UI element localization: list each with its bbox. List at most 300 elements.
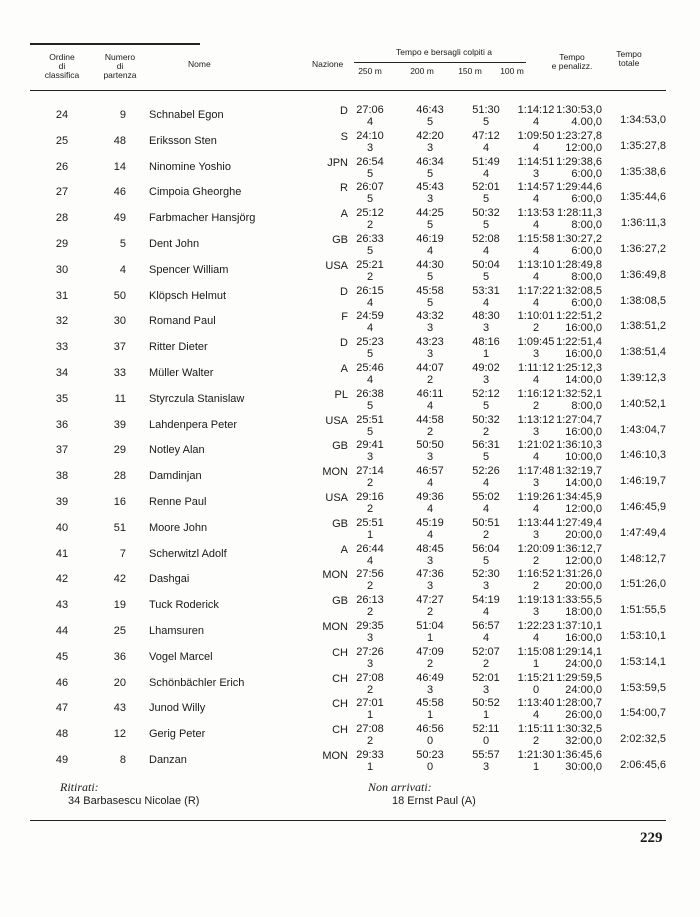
nation-cell: D [340, 285, 348, 298]
nation-cell: R [340, 182, 348, 195]
time-cell: 1:29:14,1 [556, 645, 602, 658]
penalty-cell: 6:00,0 [571, 245, 602, 257]
rank-cell: 45 [55, 650, 69, 663]
total-cell: 1:40:52,1 [620, 397, 666, 410]
split-hits-cell: 2 [366, 683, 374, 696]
split-time-cell: 1:15:21 [517, 671, 555, 684]
split-hits-cell: 0 [426, 761, 434, 773]
split-hits-cell: 5 [426, 167, 434, 180]
name-cell: Eriksson Sten [149, 134, 217, 147]
split-hits-cell: 2 [366, 735, 374, 748]
split-hits-cell: 3 [532, 528, 540, 541]
penalty-cell: 30:00,0 [565, 761, 602, 773]
split-time-cell: 24:10 [356, 129, 384, 142]
split-time-cell: 1:20:09 [517, 542, 555, 555]
split-time-cell: 1:14:12 [517, 104, 555, 116]
nation-cell: GB [332, 440, 348, 453]
penalty-cell: 24:00,0 [565, 683, 602, 696]
split-hits-cell: 5 [366, 193, 374, 206]
split-time-cell: 26:38 [356, 387, 384, 400]
bib-cell: 42 [113, 573, 126, 586]
nation-cell: MON [322, 466, 348, 479]
split-time-cell: 44:30 [416, 258, 444, 271]
nation-cell: MON [322, 569, 348, 582]
nation-cell: CH [332, 646, 348, 659]
split-hits-cell: 2 [366, 606, 374, 619]
header-rule [30, 90, 666, 91]
name-cell: Junod Willy [149, 702, 206, 715]
split-time-cell: 45:43 [416, 181, 444, 194]
time-cell: 1:28:11,3 [556, 207, 602, 220]
split-time-cell: 1:15:08 [517, 645, 555, 658]
penalty-cell: 18:00,0 [565, 606, 602, 619]
nation-cell: CH [332, 698, 348, 711]
split-time-cell: 51:49 [472, 155, 500, 168]
header-text: totale [618, 58, 640, 68]
total-cell: 1:47:49,4 [620, 526, 666, 539]
time-cell: 1:36:12,7 [556, 542, 602, 555]
split-hits-cell: 4 [482, 503, 490, 515]
rank-cell: 36 [55, 418, 69, 431]
split-time-cell: 42:20 [416, 129, 444, 142]
total-cell: 2:02:32,5 [620, 733, 666, 746]
split-time-cell: 46:43 [416, 104, 444, 116]
split-time-cell: 1:09:50 [517, 129, 555, 142]
total-cell: 1:35:38,6 [620, 165, 666, 178]
split-hits-cell: 2 [532, 322, 540, 335]
header-split: 100 m [500, 66, 524, 76]
time-cell: 1:22:51,2 [556, 310, 602, 323]
total-cell: 1:51:26,0 [620, 578, 666, 591]
total-cell: 1:53:14,1 [620, 655, 666, 668]
split-hits-cell: 3 [426, 554, 434, 567]
time-cell: 1:32:52,1 [556, 387, 602, 400]
bib-cell: 37 [113, 341, 126, 354]
nation-cell: USA [325, 492, 348, 504]
split-hits-cell: 4 [532, 245, 540, 257]
split-time-cell: 44:25 [416, 207, 444, 220]
split-time-cell: 43:23 [416, 336, 444, 349]
total-cell: 1:36:11,3 [620, 217, 666, 230]
nation-cell: GB [332, 234, 348, 246]
split-time-cell: 50:32 [472, 413, 500, 426]
split-time-cell: 49:02 [472, 362, 500, 374]
split-time-cell: 56:04 [472, 542, 500, 555]
split-time-cell: 46:56 [416, 723, 444, 736]
split-hits-cell: 4 [532, 193, 540, 206]
split-hits-cell: 2 [366, 219, 374, 232]
bib-cell: 4 [119, 263, 126, 276]
split-hits-cell: 4 [532, 503, 540, 515]
total-cell: 1:46:19,7 [620, 475, 666, 488]
split-hits-cell: 5 [482, 219, 490, 232]
rank-cell: 28 [55, 212, 69, 225]
split-time-cell: 52:01 [472, 181, 500, 194]
split-hits-cell: 4 [532, 296, 540, 309]
nation-cell: CH [332, 724, 348, 737]
split-hits-cell: 3 [426, 451, 434, 464]
header-text: Ordine [49, 52, 75, 62]
total-cell: 1:39:12,3 [620, 372, 666, 384]
name-cell: Spencer William [149, 263, 229, 276]
split-hits-cell: 5 [366, 399, 374, 412]
penalty-cell: 12:00,0 [565, 554, 602, 567]
split-hits-cell: 5 [482, 451, 490, 464]
split-time-cell: 26:54 [356, 155, 384, 168]
penalty-cell: 32:00,0 [565, 735, 602, 748]
split-time-cell: 56:31 [472, 439, 500, 452]
nation-cell: JPN [327, 156, 348, 169]
nation-cell: S [340, 130, 348, 143]
split-hits-cell: 5 [482, 193, 490, 206]
header-name: Nome [188, 59, 211, 69]
split-time-cell: 29:33 [356, 749, 384, 761]
split-hits-cell: 3 [532, 348, 540, 361]
split-hits-cell: 5 [366, 348, 374, 361]
split-hits-cell: 2 [426, 374, 434, 386]
nation-cell: A [340, 208, 348, 221]
header-nation: Nazione [312, 59, 344, 69]
name-cell: Gerig Peter [149, 728, 206, 741]
bib-cell: 16 [113, 496, 126, 508]
split-time-cell: 1:15:58 [517, 233, 555, 245]
split-hits-cell: 3 [366, 632, 374, 644]
split-hits-cell: 2 [482, 528, 490, 541]
split-hits-cell: 2 [366, 580, 374, 593]
split-time-cell: 1:21:30 [517, 749, 555, 761]
split-hits-cell: 3 [482, 580, 490, 593]
name-cell: Vogel Marcel [149, 650, 213, 663]
split-hits-cell: 2 [366, 503, 374, 515]
split-time-cell: 26:15 [356, 284, 384, 297]
split-hits-cell: 1 [366, 761, 374, 773]
rank-cell: 44 [55, 625, 69, 637]
split-hits-cell: 5 [482, 399, 490, 412]
split-hits-cell: 2 [532, 735, 540, 748]
split-hits-cell: 4 [532, 219, 540, 232]
rank-cell: 27 [55, 186, 69, 199]
split-hits-cell: 4 [532, 116, 540, 128]
split-hits-cell: 4 [366, 322, 374, 335]
nation-cell: GB [332, 595, 348, 608]
name-cell: Cimpoia Gheorghe [149, 186, 242, 199]
name-cell: Renne Paul [149, 496, 207, 508]
split-hits-cell: 5 [482, 116, 490, 128]
nation-cell: GB [332, 517, 348, 530]
penalty-cell: 16:00,0 [565, 632, 602, 644]
split-hits-cell: 4 [426, 399, 434, 412]
header-text: di [58, 61, 66, 71]
penalty-cell: 16:00,0 [565, 425, 602, 438]
time-cell: 1:30:32,5 [556, 723, 602, 736]
name-cell: Dashgai [149, 573, 190, 586]
splits-rule [354, 62, 526, 63]
penalty-cell: 8:00,0 [571, 219, 602, 232]
header-split: 150 m [458, 66, 482, 76]
split-hits-cell: 5 [366, 425, 374, 438]
split-hits-cell: 5 [366, 167, 374, 180]
rank-cell: 37 [55, 444, 69, 457]
split-time-cell: 52:12 [472, 387, 500, 400]
bib-cell: 25 [113, 625, 126, 637]
split-hits-cell: 2 [366, 270, 374, 283]
rank-cell: 41 [55, 547, 69, 560]
split-time-cell: 25:23 [356, 336, 384, 349]
rank-cell: 33 [55, 341, 69, 354]
time-cell: 1:36:10,3 [556, 439, 602, 452]
split-time-cell: 49:36 [416, 491, 444, 503]
split-time-cell: 25:51 [356, 413, 384, 426]
split-time-cell: 26:07 [356, 181, 384, 194]
bib-cell: 51 [113, 521, 126, 534]
split-hits-cell: 4 [426, 528, 434, 541]
nation-cell: F [341, 311, 348, 324]
split-hits-cell: 2 [426, 606, 434, 619]
split-hits-cell: 1 [532, 657, 540, 670]
header-text: e penalizz. [551, 61, 593, 71]
split-hits-cell: 0 [426, 735, 434, 748]
total-cell: 1:38:51,2 [620, 320, 666, 333]
total-cell: 1:35:44,6 [620, 191, 666, 204]
split-time-cell: 24:59 [356, 310, 384, 323]
split-hits-cell: 4 [366, 554, 374, 567]
bib-cell: 36 [113, 650, 126, 663]
split-time-cell: 1:10:01 [517, 310, 555, 323]
split-hits-cell: 3 [482, 322, 490, 335]
name-cell: Dent John [149, 238, 200, 250]
split-time-cell: 25:12 [356, 207, 384, 220]
split-time-cell: 1:14:57 [517, 181, 555, 194]
split-hits-cell: 4 [482, 167, 490, 180]
split-time-cell: 50:50 [416, 439, 444, 452]
header-text: di [116, 61, 124, 71]
bib-cell: 8 [119, 754, 126, 766]
bib-cell: 11 [114, 392, 126, 405]
penalty-cell: 6:00,0 [571, 296, 602, 309]
header-text: partenza [103, 70, 137, 80]
bib-cell: 12 [113, 728, 126, 741]
split-time-cell: 1:17:22 [517, 284, 555, 297]
name-cell: Notley Alan [149, 444, 205, 457]
bib-cell: 48 [113, 134, 126, 147]
time-cell: 1:37:10,1 [556, 620, 602, 632]
bib-cell: 46 [113, 186, 126, 199]
retired-label: Ritirati: [60, 780, 99, 794]
nation-cell: MON [322, 750, 348, 762]
split-time-cell: 50:52 [472, 697, 500, 710]
split-hits-cell: 3 [532, 606, 540, 619]
split-hits-cell: 4 [482, 606, 490, 619]
split-time-cell: 50:32 [472, 207, 500, 220]
header-text: Tempo [559, 52, 585, 62]
split-hits-cell: 3 [482, 374, 490, 386]
name-cell: Danzan [149, 754, 187, 766]
split-hits-cell: 3 [426, 580, 434, 593]
split-time-cell: 43:32 [416, 310, 444, 323]
bib-cell: 50 [113, 289, 126, 302]
split-time-cell: 27:06 [356, 104, 384, 116]
time-cell: 1:32:19,7 [556, 465, 602, 478]
header-splits-title: Tempo e bersagli colpiti a [396, 47, 492, 57]
name-cell: Lhamsuren [149, 625, 205, 637]
split-time-cell: 27:26 [356, 645, 384, 658]
split-time-cell: 45:58 [416, 697, 444, 710]
time-cell: 1:31:26,0 [556, 568, 602, 581]
nation-cell: A [340, 543, 348, 556]
split-time-cell: 1:14:51 [517, 155, 555, 168]
bib-cell: 7 [119, 547, 126, 560]
split-time-cell: 26:13 [356, 594, 384, 607]
total-cell: 1:38:08,5 [620, 294, 666, 307]
split-hits-cell: 3 [426, 193, 434, 206]
bottom-rule [30, 820, 666, 821]
split-hits-cell: 4 [532, 451, 540, 464]
split-time-cell: 46:57 [416, 465, 444, 478]
split-hits-cell: 3 [366, 141, 374, 154]
split-hits-cell: 0 [482, 735, 490, 748]
split-time-cell: 27:56 [356, 568, 384, 581]
rank-cell: 42 [55, 573, 69, 586]
bib-cell: 28 [113, 470, 126, 483]
split-hits-cell: 3 [426, 141, 434, 154]
split-time-cell: 47:09 [416, 645, 444, 658]
name-cell: Schönbächler Erich [149, 676, 245, 689]
split-hits-cell: 1 [426, 709, 434, 722]
split-time-cell: 1:13:12 [517, 413, 555, 426]
header-penalty [552, 53, 593, 71]
rank-cell: 38 [55, 470, 69, 483]
split-hits-cell: 4 [482, 141, 490, 154]
split-hits-cell: 3 [482, 683, 490, 696]
rank-cell: 32 [55, 315, 69, 328]
bib-cell: 14 [113, 160, 126, 173]
rank-cell: 49 [55, 754, 69, 766]
top-rule [30, 43, 200, 45]
split-time-cell: 27:01 [356, 697, 384, 710]
split-time-cell: 52:01 [472, 671, 500, 684]
time-cell: 1:25:12,3 [556, 362, 602, 374]
split-hits-cell: 2 [532, 554, 540, 567]
split-time-cell: 52:26 [472, 465, 500, 478]
time-cell: 1:32:08,5 [556, 284, 602, 297]
time-cell: 1:30:27,2 [556, 233, 602, 245]
split-time-cell: 50:04 [472, 258, 500, 271]
time-cell: 1:33:55,5 [556, 594, 602, 607]
split-time-cell: 52:07 [472, 645, 500, 658]
bib-cell: 49 [113, 212, 126, 225]
split-time-cell: 1:17:48 [517, 465, 555, 478]
split-hits-cell: 3 [426, 348, 434, 361]
rank-cell: 34 [55, 367, 69, 379]
split-time-cell: 48:16 [472, 336, 500, 349]
split-time-cell: 44:07 [416, 362, 444, 374]
split-time-cell: 47:36 [416, 568, 444, 581]
name-cell: Damdinjan [149, 470, 202, 483]
total-cell: 1:48:12,7 [620, 552, 666, 565]
name-cell: Moore John [149, 521, 208, 534]
split-time-cell: 27:08 [356, 671, 384, 684]
split-time-cell: 27:08 [356, 723, 384, 736]
not-arrived-entry: 18 Ernst Paul (A) [392, 795, 476, 807]
bib-cell: 20 [113, 676, 126, 689]
header-text: classifica [44, 70, 80, 80]
split-hits-cell: 1 [532, 761, 540, 773]
penalty-cell: 14:00,0 [565, 374, 602, 386]
penalty-cell: 8:00,0 [571, 270, 602, 283]
penalty-cell: 16:00,0 [565, 322, 602, 335]
page-number: 229 [640, 830, 663, 846]
bib-cell: 39 [113, 418, 126, 431]
split-hits-cell: 4 [426, 477, 434, 490]
penalty-cell: 12:00,0 [565, 503, 602, 515]
bib-cell: 19 [113, 599, 126, 612]
split-time-cell: 1:16:52 [517, 568, 555, 581]
split-hits-cell: 3 [426, 683, 434, 696]
split-time-cell: 1:13:10 [517, 258, 555, 271]
split-hits-cell: 4 [482, 296, 490, 309]
nation-cell: D [340, 337, 348, 350]
nation-cell: PL [334, 388, 348, 401]
split-hits-cell: 1 [482, 348, 490, 361]
split-hits-cell: 2 [532, 580, 540, 593]
split-time-cell: 25:46 [356, 362, 384, 374]
split-time-cell: 56:57 [472, 620, 500, 632]
split-time-cell: 1:11:12 [518, 362, 554, 374]
split-hits-cell: 5 [426, 219, 434, 232]
penalty-cell: 4.00,0 [571, 116, 602, 128]
split-hits-cell: 4 [532, 141, 540, 154]
bib-cell: 33 [113, 367, 126, 379]
rank-cell: 39 [55, 496, 69, 508]
total-cell: 1:34:53,0 [620, 114, 666, 126]
split-hits-cell: 4 [532, 374, 540, 386]
split-time-cell: 1:13:44 [517, 516, 555, 529]
split-time-cell: 51:30 [472, 104, 500, 116]
rank-cell: 31 [55, 289, 69, 302]
split-hits-cell: 5 [482, 270, 490, 283]
split-hits-cell: 2 [532, 399, 540, 412]
name-cell: Ritter Dieter [149, 341, 208, 354]
total-cell: 1:36:27,2 [620, 243, 666, 255]
split-hits-cell: 4 [482, 245, 490, 257]
split-hits-cell: 2 [426, 425, 434, 438]
total-cell: 1:54:00,7 [620, 707, 666, 720]
penalty-cell: 26:00,0 [565, 709, 602, 722]
nation-cell: D [340, 105, 348, 117]
split-hits-cell: 4 [426, 503, 434, 515]
total-cell: 1:46:45,9 [620, 501, 666, 513]
total-cell: 1:36:49,8 [620, 268, 666, 281]
split-time-cell: 52:11 [472, 723, 500, 736]
split-hits-cell: 3 [426, 322, 434, 335]
rank-cell: 26 [55, 160, 69, 173]
penalty-cell: 24:00,0 [565, 657, 602, 670]
name-cell: Tuck Roderick [149, 599, 219, 612]
total-cell: 1:51:55,5 [620, 604, 666, 617]
split-hits-cell: 4 [532, 632, 540, 644]
split-hits-cell: 5 [426, 296, 434, 309]
time-cell: 1:29:44,6 [556, 181, 602, 194]
split-hits-cell: 3 [482, 761, 490, 773]
name-cell: Lahdenpera Peter [149, 418, 238, 431]
time-cell: 1:27:04,7 [556, 413, 602, 426]
split-hits-cell: 1 [482, 709, 490, 722]
split-hits-cell: 4 [426, 245, 434, 257]
bib-cell: 9 [119, 109, 126, 121]
split-time-cell: 1:19:13 [517, 594, 555, 607]
split-time-cell: 1:16:12 [517, 387, 555, 400]
split-hits-cell: 3 [532, 167, 540, 180]
